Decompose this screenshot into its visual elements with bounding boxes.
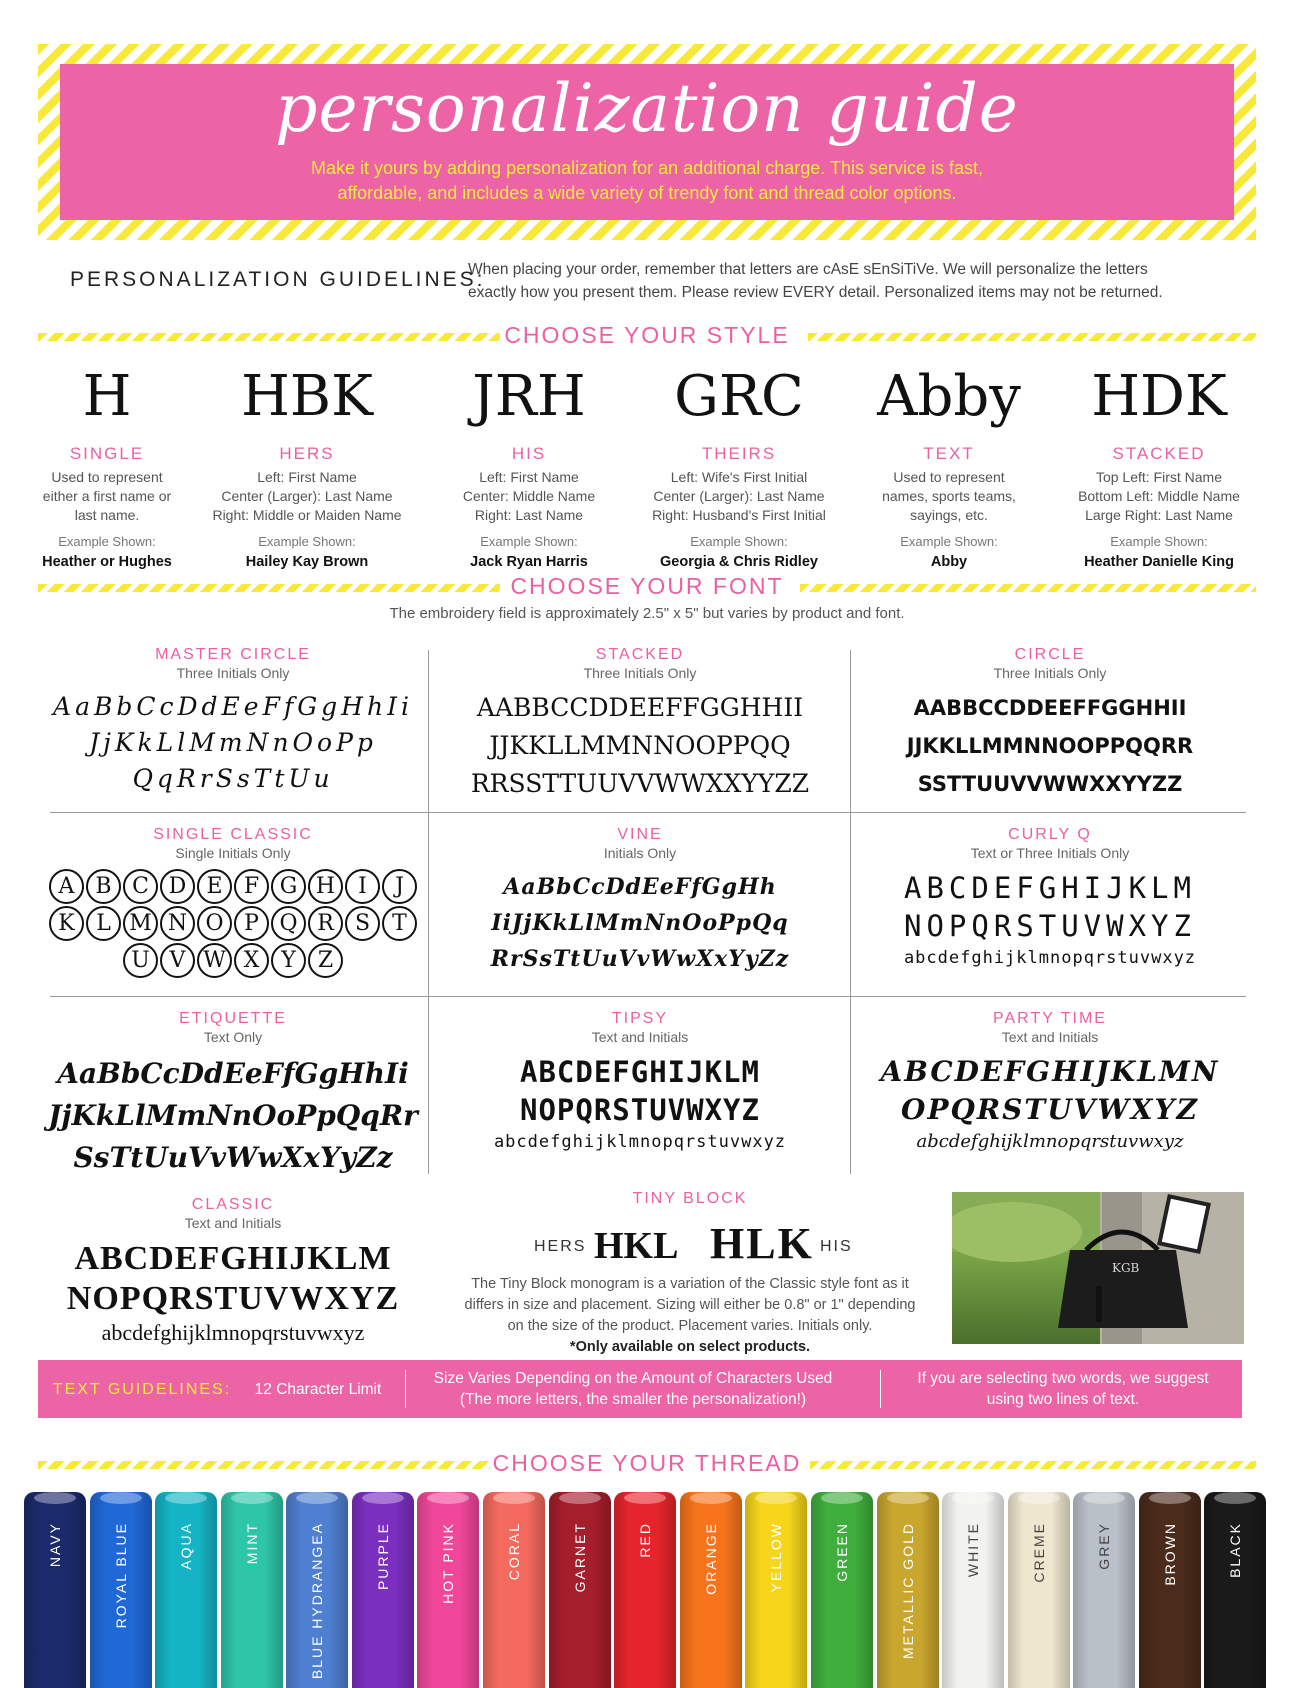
thread-color-label: BLUE HYDRANGEA <box>309 1522 325 1680</box>
font-subtitle: Three Initials Only <box>583 665 697 681</box>
thread-color-label: PURPLE <box>375 1522 391 1591</box>
ring-row <box>40 869 426 904</box>
font-stacked[interactable] <box>432 646 848 803</box>
font-name: TIPSY <box>611 1010 669 1027</box>
spool-cap <box>362 1492 404 1504</box>
style-description <box>424 468 634 528</box>
ring-letter: L <box>86 906 121 941</box>
font-sample <box>40 869 426 980</box>
thread-spool-blue-hydrangea[interactable] <box>286 1492 348 1688</box>
sample-line: abcdefghijklmnopqrstuvwxyz <box>903 948 1197 968</box>
sample-line: NOPQRSTUVWXYZ <box>66 1280 400 1317</box>
spool-cap <box>755 1492 797 1504</box>
sample-line: ABCDEFGHIJKLM <box>520 1055 760 1089</box>
style-name: TEXT <box>923 444 975 463</box>
sample-line: RrSsTtUuVvWwXxYyZz <box>490 946 790 972</box>
thread-spool-metallic-gold[interactable] <box>877 1492 939 1688</box>
font-sample <box>854 1053 1246 1155</box>
spool-cap <box>1214 1492 1256 1504</box>
font-name: TINY BLOCK <box>632 1190 748 1207</box>
font-section-divider <box>38 573 1256 599</box>
font-name: CIRCLE <box>1014 646 1086 663</box>
example-name: Abby <box>930 554 968 570</box>
guidelines-text <box>468 258 1228 304</box>
font-name: CLASSIC <box>191 1196 275 1213</box>
font-classic[interactable] <box>30 1196 436 1347</box>
description-line: The Tiny Block monogram is a variation of the Classic style font as it <box>471 1276 909 1292</box>
font-sample <box>854 689 1246 803</box>
style-section-divider <box>38 322 1256 348</box>
two-words-line: using two lines of text. <box>986 1391 1140 1408</box>
guidelines-label: PERSONALIZATION GUIDELINES: <box>70 268 486 291</box>
thread-spool-aqua[interactable] <box>155 1492 217 1688</box>
grid-divider <box>850 650 851 1174</box>
text-guidelines-bar <box>38 1360 1242 1418</box>
size-note <box>408 1360 858 1418</box>
style-section-title: CHOOSE YOUR STYLE <box>504 322 790 348</box>
ring-letter: J <box>382 869 417 904</box>
font-party-time[interactable] <box>854 1010 1246 1155</box>
example-name: Georgia & Chris Ridley <box>660 554 818 570</box>
ring-letter: F <box>234 869 269 904</box>
bar-separator <box>880 1370 881 1408</box>
ring-letter: T <box>382 906 417 941</box>
thread-spool-yellow[interactable] <box>745 1492 807 1688</box>
tiny-block-description <box>430 1274 950 1337</box>
description-line: last name. <box>74 507 140 523</box>
style-description <box>1054 468 1264 528</box>
font-sample <box>854 869 1246 971</box>
ring-letter: P <box>234 906 269 941</box>
example-label: Example Shown: <box>900 534 998 549</box>
sample-line: SsTtUuVvWwXxYyZz <box>73 1141 393 1174</box>
font-sample <box>432 689 848 803</box>
description-line: differs in size and placement. Sizing will either be 0.8" or 1" depending <box>464 1297 916 1313</box>
ring-letter: X <box>234 943 269 978</box>
font-single-classic[interactable] <box>40 826 426 980</box>
guidelines-line: exactly how you present them. Please review EVERY detail. Personalized items may not be returned. <box>468 284 1163 301</box>
embroidery-field-note: The embroidery field is approximately 2.5" x 5" but varies by product and font. <box>389 605 905 622</box>
thread-color-label: GARNET <box>572 1522 588 1593</box>
style-glyph: JRH <box>472 364 586 429</box>
thread-spool-coral[interactable] <box>483 1492 545 1688</box>
sample-line: ABCDEFGHIJKLM <box>904 871 1196 905</box>
style-option-5[interactable] <box>1054 360 1264 570</box>
example-name: Hailey Kay Brown <box>245 554 369 570</box>
spool-cap <box>34 1492 76 1504</box>
sample-line: NOPQRSTUVWXYZ <box>904 909 1196 943</box>
spool-cap <box>100 1492 142 1504</box>
divider-stripe <box>810 1461 1256 1469</box>
sample-line: AABBCCDDEEFFGGHHII <box>476 693 804 722</box>
svg-text:KGB: KGB <box>1112 1261 1140 1275</box>
description-line: Left: Wife's First Initial <box>670 469 808 485</box>
ring-letter: Y <box>271 943 306 978</box>
subtitle-line: affordable, and includes a wide variety of trendy font and thread color options. <box>337 183 957 203</box>
tiny-block-demo <box>430 1212 950 1274</box>
font-subtitle: Text and Initials <box>1001 1029 1099 1045</box>
thread-color-label: GREEN <box>834 1522 850 1582</box>
description-line: Bottom Left: Middle Name <box>1078 488 1240 504</box>
font-name: CURLY Q <box>1008 826 1092 843</box>
sample-line: AaBbCcDdEeFfGgHh <box>503 874 777 900</box>
ring-letter: A <box>49 869 84 904</box>
thread-color-label: BROWN <box>1162 1522 1178 1586</box>
sample-line: QqRrSsTtUu <box>132 764 334 793</box>
thread-color-label: GREY <box>1096 1522 1112 1570</box>
his-label: HIS <box>820 1238 853 1255</box>
font-name: STACKED <box>595 646 685 663</box>
size-note-line: (The more letters, the smaller the personalization!) <box>459 1391 807 1408</box>
hers-label: HERS <box>534 1238 587 1255</box>
spool-cap <box>559 1492 601 1504</box>
spool-cap <box>1083 1492 1125 1504</box>
ring-letter: Q <box>271 906 306 941</box>
ring-letter: I <box>345 869 380 904</box>
spool-cap <box>493 1492 535 1504</box>
font-tipsy[interactable] <box>432 1010 848 1155</box>
thread-spool-green[interactable] <box>811 1492 873 1688</box>
font-sample <box>40 1053 426 1179</box>
thread-color-label: AQUA <box>178 1522 194 1570</box>
ring-letter: S <box>345 906 380 941</box>
font-etiquette[interactable] <box>40 1010 426 1179</box>
product-photo <box>952 1192 1244 1344</box>
description-line: names, sports teams, <box>882 488 1016 504</box>
spool-cap <box>821 1492 863 1504</box>
sample-line: JjKkLlMmNnOoPpQqRr <box>48 1099 418 1132</box>
grid-divider <box>428 650 429 1174</box>
style-description <box>844 468 1054 528</box>
font-sample <box>432 1053 848 1155</box>
sample-line: JJKKLLMMNNOOPPQQ <box>489 731 791 760</box>
font-master-circle[interactable] <box>40 646 426 797</box>
his-sample: HLK <box>710 1219 814 1268</box>
spool-cap <box>1149 1492 1191 1504</box>
tiny-block-note: *Only available on select products. <box>569 1339 811 1355</box>
spool-cap <box>231 1492 273 1504</box>
font-subtitle: Three Initials Only <box>993 665 1107 681</box>
ring-letter: Z <box>308 943 343 978</box>
thread-color-label: WHITE <box>965 1522 981 1578</box>
spool-cap <box>296 1492 338 1504</box>
style-name: HERS <box>279 444 335 463</box>
thread-color-label: ORANGE <box>703 1522 719 1595</box>
description-line: sayings, etc. <box>910 507 988 523</box>
font-name: ETIQUETTE <box>179 1010 287 1027</box>
two-words-note <box>884 1360 1242 1418</box>
bar-separator <box>405 1370 406 1408</box>
thread-spool-navy[interactable] <box>24 1492 86 1688</box>
two-words-line: If you are selecting two words, we suggest <box>917 1370 1209 1387</box>
thread-section-title: CHOOSE YOUR THREAD <box>492 1450 802 1476</box>
sample-line: OPQRSTUVWXYZ <box>901 1093 1199 1126</box>
ring-letter: K <box>49 906 84 941</box>
font-section-title: CHOOSE YOUR FONT <box>510 573 784 599</box>
style-name: SINGLE <box>69 444 145 463</box>
sample-line: JJKKLLMMNNOOPPQQRR <box>906 734 1194 758</box>
sample-line: AaBbCcDdEeFfGgHhIi <box>53 692 413 721</box>
thread-spool-white[interactable] <box>942 1492 1004 1688</box>
example-label: Example Shown: <box>480 534 578 549</box>
style-glyph: Abby <box>877 364 1021 429</box>
character-limit: 12 Character Limit <box>254 1380 382 1398</box>
sample-line: SSTTUUVVWWXXYYZZ <box>917 772 1183 796</box>
thread-color-label: ROYAL BLUE <box>113 1522 129 1629</box>
sample-line: RRSSTTUUVVWWXXYYZZ <box>470 769 810 798</box>
font-subtitle: Text and Initials <box>184 1215 282 1231</box>
subtitle-line: Make it yours by adding personalization for an additional charge. This service is fast, <box>310 158 984 178</box>
style-option-0[interactable] <box>2 360 212 570</box>
font-sample <box>40 689 426 797</box>
header-banner <box>60 64 1234 220</box>
style-name: THEIRS <box>701 444 777 463</box>
description-line: Center: Middle Name <box>462 488 596 504</box>
description-line: Left: First Name <box>257 469 357 485</box>
thread-color-label: CORAL <box>506 1522 522 1581</box>
thread-color-label: BLACK <box>1227 1522 1243 1578</box>
description-line: Center (Larger): Last Name <box>221 488 393 504</box>
tote-bag-photo <box>952 1192 1244 1344</box>
ring-row <box>40 943 426 978</box>
font-subtitle: Text Only <box>203 1029 263 1045</box>
thread-color-label: YELLOW <box>768 1522 784 1593</box>
thread-color-label: MINT <box>244 1522 260 1565</box>
description-line: Top Left: First Name <box>1095 469 1223 485</box>
spool-cap <box>952 1492 994 1504</box>
thread-spool-garnet[interactable] <box>549 1492 611 1688</box>
ring-letter: W <box>197 943 232 978</box>
style-option-4[interactable] <box>844 360 1054 570</box>
style-description <box>634 468 844 528</box>
example-label: Example Shown: <box>690 534 788 549</box>
thread-section-divider <box>38 1450 1256 1476</box>
sample-line: NOPQRSTUVWXYZ <box>520 1093 760 1127</box>
thread-color-label: METALLIC GOLD <box>900 1522 916 1659</box>
description-line: Large Right: Last Name <box>1085 507 1233 523</box>
ring-letter: E <box>197 869 232 904</box>
thread-spool-orange[interactable] <box>680 1492 742 1688</box>
sample-line: AaBbCcDdEeFfGgHhIi <box>57 1057 409 1090</box>
style-glyph: GRC <box>674 364 804 429</box>
description-line: either a first name or <box>42 488 172 504</box>
thread-spool-purple[interactable] <box>352 1492 414 1688</box>
font-name: SINGLE CLASSIC <box>153 826 313 843</box>
font-subtitle: Initials Only <box>603 845 677 861</box>
style-option-2[interactable] <box>424 360 634 570</box>
font-name: MASTER CIRCLE <box>155 646 311 663</box>
description-line: Right: Husband's First Initial <box>652 507 826 523</box>
sample-line: abcdefghijklmnopqrstuvwxyz <box>493 1132 787 1152</box>
font-subtitle: Single Initials Only <box>175 845 291 861</box>
spool-cap <box>690 1492 732 1504</box>
font-curly-q[interactable] <box>854 826 1246 971</box>
page-title: personalization guide <box>275 70 1019 147</box>
description-line: Right: Last Name <box>474 507 584 523</box>
font-tiny-block[interactable] <box>430 1190 950 1355</box>
ring-row <box>40 906 426 941</box>
size-note-line: Size Varies Depending on the Amount of Characters Used <box>433 1370 833 1387</box>
grid-divider <box>50 996 1246 997</box>
spool-cap <box>624 1492 666 1504</box>
style-glyph: HBK <box>241 364 373 429</box>
thread-spools <box>24 1492 1294 1688</box>
example-name: Heather Danielle King <box>1084 554 1234 570</box>
spool-cap <box>887 1492 929 1504</box>
ring-letter: D <box>160 869 195 904</box>
guidelines-line: When placing your order, remember that letters are cAsE sEnSiTiVe. We will personalize the letters <box>468 261 1148 278</box>
thread-spool-mint[interactable] <box>221 1492 283 1688</box>
style-glyph: H <box>82 364 132 429</box>
divider-stripe <box>800 584 1256 592</box>
example-label: Example Shown: <box>258 534 356 549</box>
ring-letter: M <box>123 906 158 941</box>
ring-letter: R <box>308 906 343 941</box>
thread-spool-creme[interactable] <box>1008 1492 1070 1688</box>
spool-cap <box>427 1492 469 1504</box>
ring-letter: O <box>197 906 232 941</box>
description-line: Left: First Name <box>479 469 579 485</box>
sample-line: JjKkLlMmNnOoPp <box>89 728 377 757</box>
ring-letter: C <box>123 869 158 904</box>
grid-divider <box>50 812 1246 813</box>
ring-letter: B <box>86 869 121 904</box>
thread-spool-brown[interactable] <box>1139 1492 1201 1688</box>
description-line: Center (Larger): Last Name <box>653 488 825 504</box>
thread-color-label: NAVY <box>47 1522 63 1568</box>
font-name: VINE <box>617 826 663 843</box>
ring-letter: N <box>160 906 195 941</box>
text-guidelines-label: TEXT GUIDELINES: <box>52 1380 232 1398</box>
style-option-3[interactable] <box>634 360 844 570</box>
font-circle[interactable] <box>854 646 1246 803</box>
font-subtitle: Three Initials Only <box>176 665 290 681</box>
description-line: Used to represent <box>893 469 1005 485</box>
ring-letter: G <box>271 869 306 904</box>
thread-spool-royal-blue[interactable] <box>90 1492 152 1688</box>
thread-color-label: HOT PINK <box>440 1522 456 1604</box>
font-sample <box>432 869 848 977</box>
sample-line: ABCDEFGHIJKLMN <box>880 1055 1220 1088</box>
ring-letter: V <box>160 943 195 978</box>
sample-line: ABCDEFGHIJKLM <box>74 1240 392 1277</box>
thread-spool-hot-pink[interactable] <box>417 1492 479 1688</box>
thread-color-label: RED <box>637 1522 653 1558</box>
sample-line: IiJjKkLlMmNnOoPpQq <box>491 910 789 936</box>
description-line: on the size of the product. Placement varies. Initials only. <box>507 1318 873 1334</box>
style-glyph: HDK <box>1091 364 1227 429</box>
ring-letter: H <box>308 869 343 904</box>
font-vine[interactable] <box>432 826 848 977</box>
style-description <box>2 468 212 528</box>
spool-cap <box>1018 1492 1060 1504</box>
divider-stripe <box>808 333 1256 341</box>
page-subtitle <box>60 156 1234 206</box>
font-subtitle: Text or Three Initials Only <box>970 845 1130 861</box>
sample-line: abcdefghijklmnopqrstuvwxyz <box>101 1320 365 1345</box>
ring-letter: U <box>123 943 158 978</box>
thread-color-label: CREME <box>1031 1522 1047 1583</box>
style-option-1[interactable] <box>202 360 412 570</box>
thread-spool-grey[interactable] <box>1073 1492 1135 1688</box>
description-line: Used to represent <box>51 469 163 485</box>
example-label: Example Shown: <box>1110 534 1208 549</box>
sample-line: abcdefghijklmnopqrstuvwxyz <box>916 1131 1184 1152</box>
style-description <box>202 468 412 528</box>
style-name: STACKED <box>1112 444 1206 463</box>
font-sample <box>30 1239 436 1347</box>
hers-sample: HKL <box>594 1225 679 1267</box>
style-name: HIS <box>511 444 547 463</box>
example-label: Example Shown: <box>58 534 156 549</box>
example-name: Heather or Hughes <box>42 554 172 570</box>
sample-line: AABBCCDDEEFFGGHHII <box>913 696 1187 720</box>
example-name: Jack Ryan Harris <box>470 554 588 570</box>
font-subtitle: Text and Initials <box>591 1029 689 1045</box>
thread-spool-red[interactable] <box>614 1492 676 1688</box>
thread-spool-black[interactable] <box>1204 1492 1266 1688</box>
spool-cap <box>165 1492 207 1504</box>
description-line: Right: Middle or Maiden Name <box>212 507 402 523</box>
font-name: PARTY TIME <box>993 1010 1107 1027</box>
